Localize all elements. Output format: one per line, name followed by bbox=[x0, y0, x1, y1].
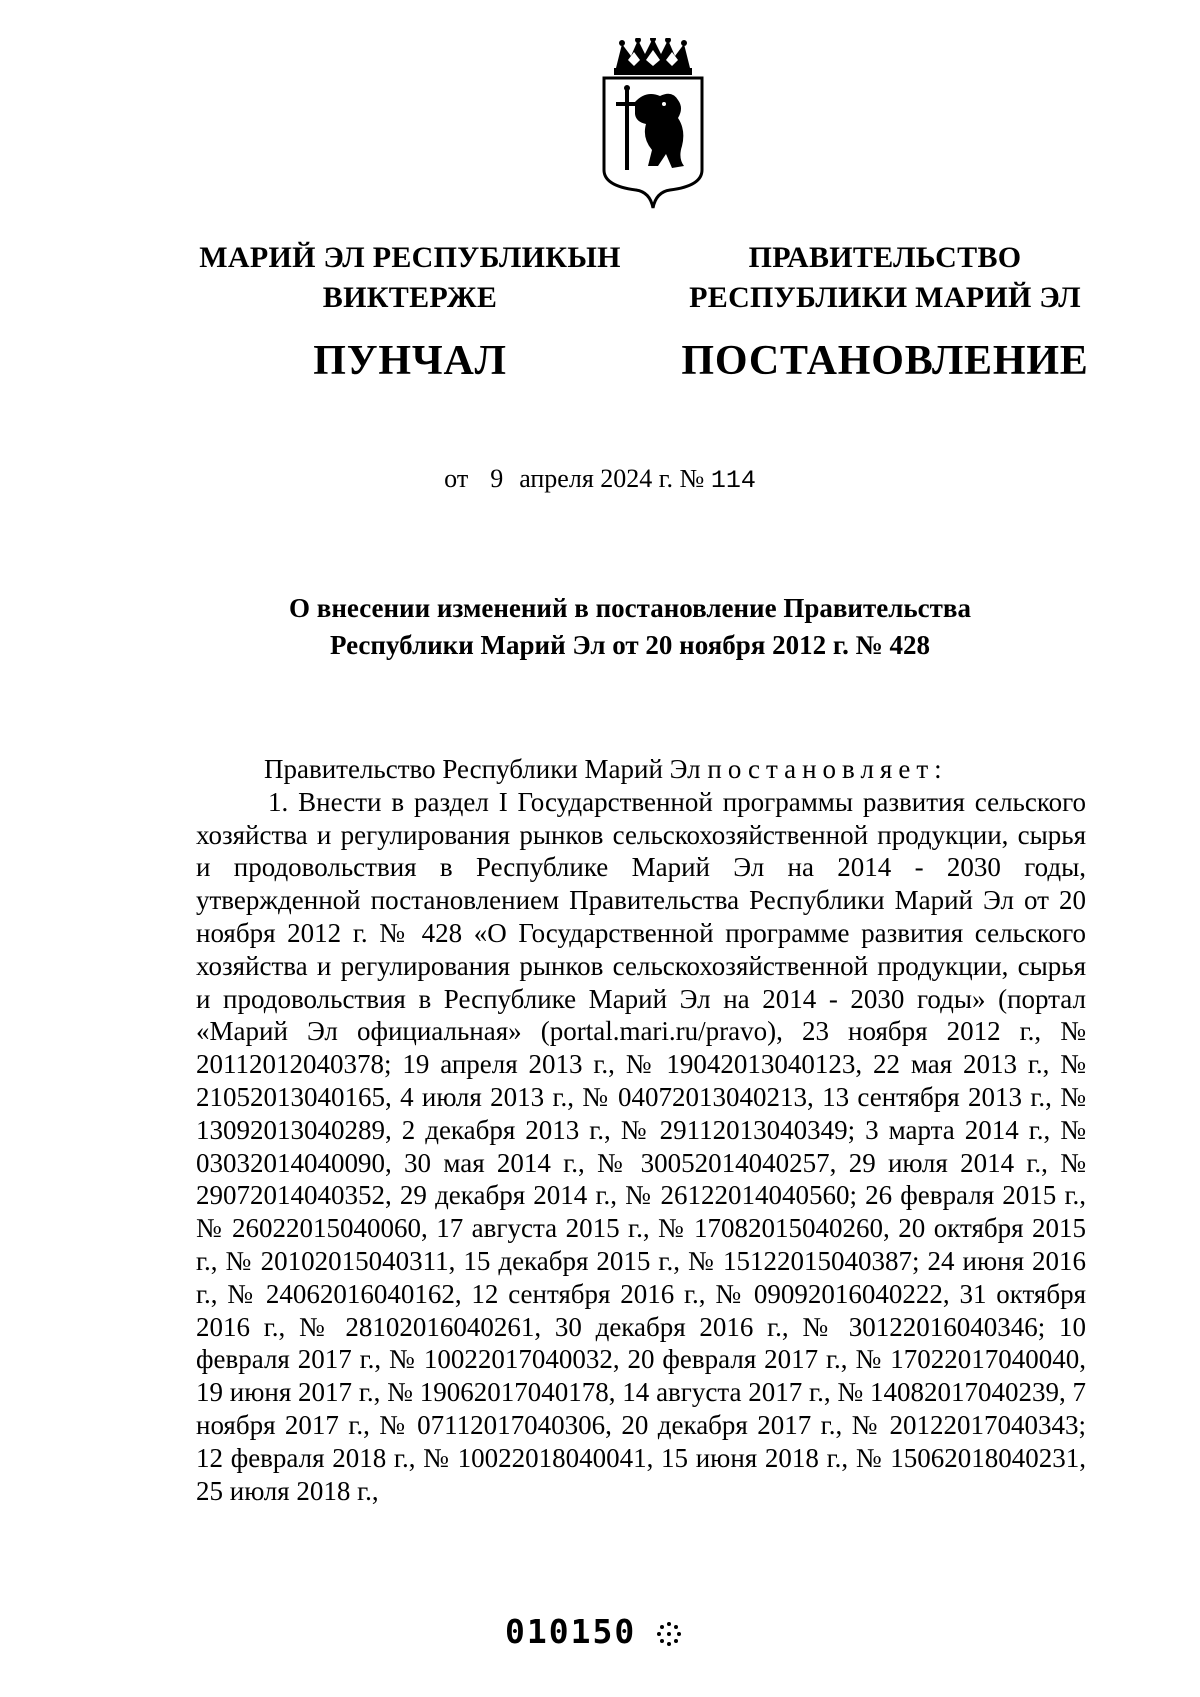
document-body bbox=[196, 753, 1086, 1507]
crown-icon bbox=[614, 38, 692, 75]
intro-spaced-verb: постановляет: bbox=[707, 754, 948, 784]
header-mari-line2: ВИКТЕРЖЕ bbox=[322, 281, 498, 314]
decree-day: 9 bbox=[490, 464, 504, 493]
document-title bbox=[180, 590, 1080, 664]
decree-date-number bbox=[0, 462, 1200, 498]
header-russian-doc-type: ПОСТАНОВЛЕНИЕ bbox=[681, 338, 1089, 384]
header-mari-line1: МАРИЙ ЭЛ РЕСПУБЛИКЫН bbox=[199, 241, 621, 274]
coat-of-arms-icon bbox=[598, 38, 708, 210]
header-russian bbox=[660, 238, 1110, 386]
header-mari-doc-type: ПУНЧАЛ bbox=[313, 338, 507, 384]
header-mari bbox=[175, 238, 645, 386]
decree-date-prefix: от bbox=[444, 464, 469, 493]
asterisk-mark-icon bbox=[656, 1621, 682, 1647]
intro-prefix: Правительство Республики Марий Эл bbox=[264, 754, 708, 784]
document-title-line2: Республики Марий Эл от 20 ноября 2012 г. № 428 bbox=[329, 630, 931, 660]
footer-serial bbox=[505, 1612, 682, 1652]
header-russian-line2: РЕСПУБЛИКИ МАРИЙ ЭЛ bbox=[689, 281, 1081, 314]
decree-month-year: апреля 2024 г. № bbox=[519, 464, 705, 493]
document-title-line1: О внесении изменений в постановление Правительства bbox=[289, 593, 971, 623]
serial-number: 010150 bbox=[505, 1612, 637, 1651]
paragraph-1: 1. Внести в раздел I Государственной программы развития сельского хозяйства и регулирования рынков сельскохозяйственной продукции, сырья и продовольствия в Республике Марий Эл на 2014 - 2030 годы, утвержденной постановлением Правительства Республики Марий Эл от 20 ноября 2012 г. № 428 «О Государственной программе развития сельского хозяйства и регулирования рынков сельскохозяйственной продукции, сырья и продовольствия в Республике Марий Эл на 2014 - 2030 годы» (портал «Марий Эл официальная» (portal.mari.ru/pravo), 23 ноября 2012 г., № 20112012040378; 19 апреля 2013 г., № 19042013040123, 22 мая 2013 г., № 21052013040165, 4 июля 2013 г., № 04072013040213, 13 сентября 2013 г., № 13092013040289, 2 декабря 2013 г., № 29112013040349; 3 марта 2014 г., № 03032014040090, 30 мая 2014 г., № 30052014040257, 29 июля 2014 г., № 29072014040352, 29 декабря 2014 г., № 26122014040560; 26 февраля 2015 г., № 26022015040060, 17 августа 2015 г., № 17082015040260, 20 октября 2015 г., № 20102015040311, 15 декабря 2015 г., № 15122015040387; 24 июня 2016 г., № 24062016040162, 12 сентября 2016 г., № 09092016040222, 31 октября 2016 г., № 28102016040261, 30 декабря 2016 г., № 30122016040346; 10 февраля 2017 г., № 10022017040032, 20 февраля 2017 г., № 17022017040040, 19 июня 2017 г., № 19062017040178, 14 августа 2017 г., № 14082017040239, 7 ноября 2017 г., № 07112017040306, 20 декабря 2017 г., № 20122017040343; 12 февраля 2018 г., № 10022018040041, 15 июня 2018 г., № 15062018040231, 25 июля 2018 г., bbox=[196, 786, 1086, 1506]
bear-with-sword-icon bbox=[616, 85, 684, 170]
header-russian-line1: ПРАВИТЕЛЬСТВО bbox=[748, 241, 1022, 274]
decree-number: 114 bbox=[710, 466, 756, 495]
intro-paragraph bbox=[196, 753, 1086, 786]
